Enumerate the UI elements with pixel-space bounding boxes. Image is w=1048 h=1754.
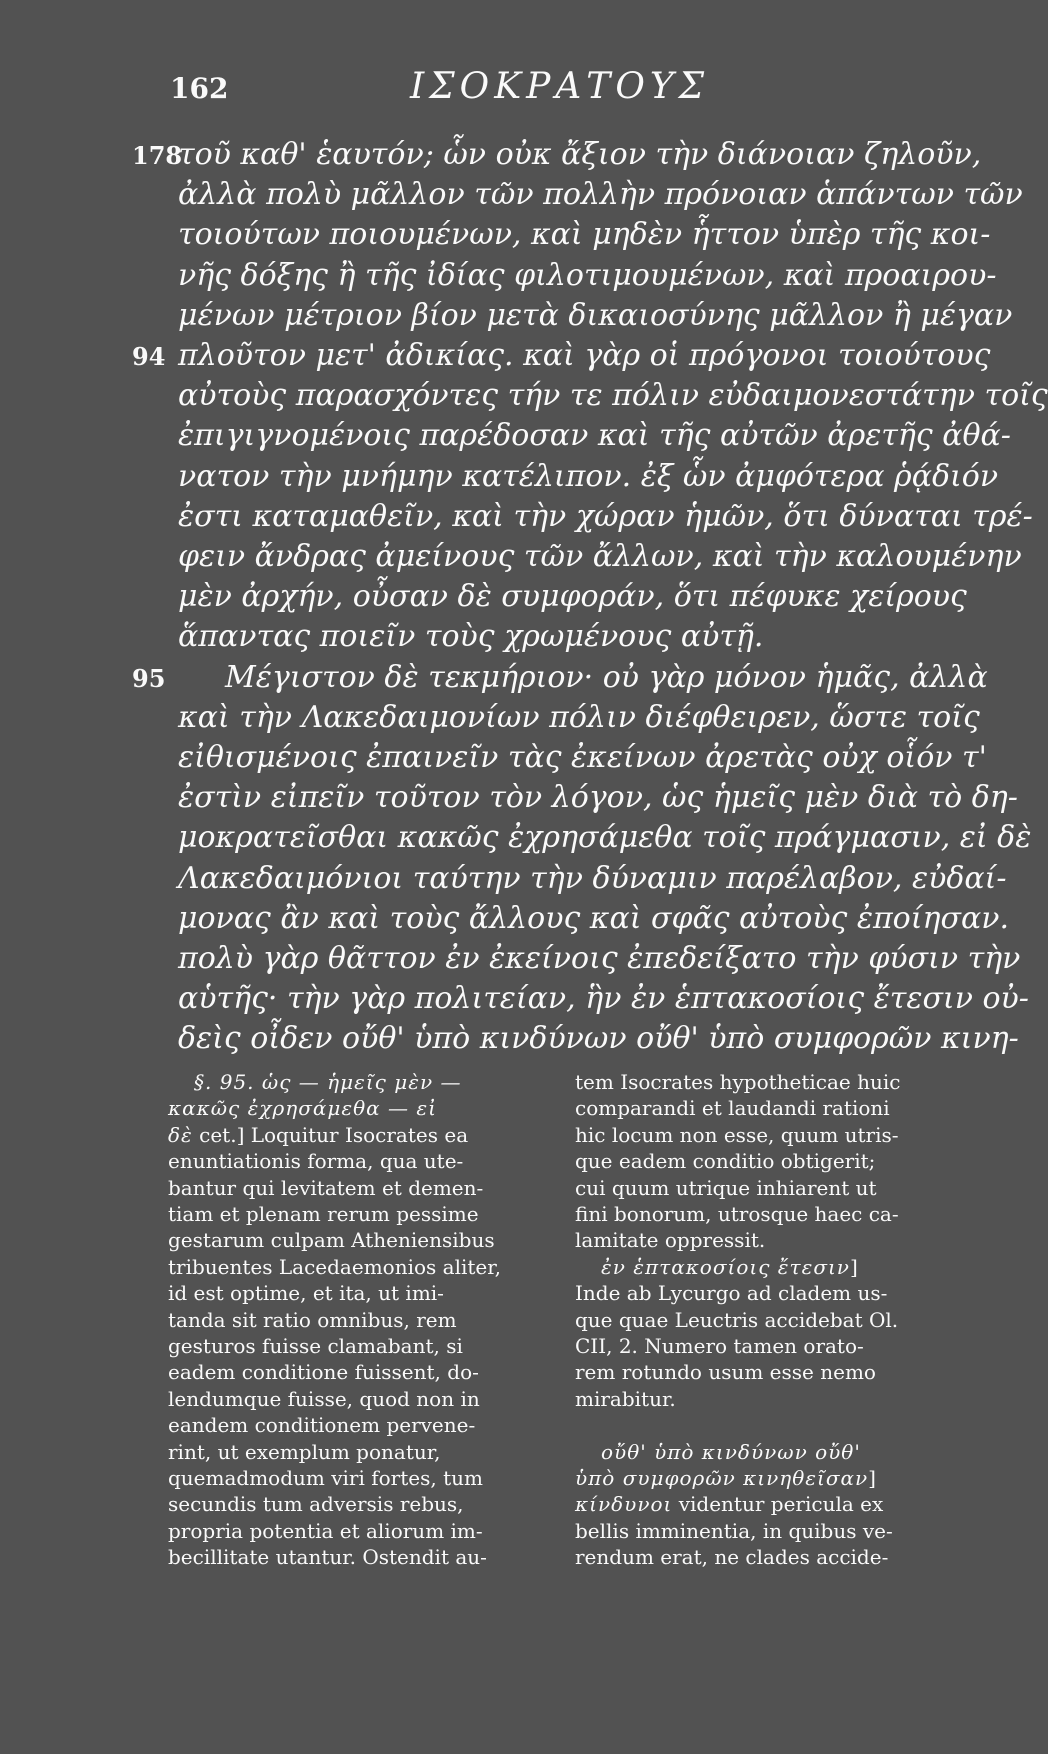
- footnote-text: rendum erat, ne clades accide-: [575, 1545, 889, 1569]
- footnote-line: [168, 1255, 536, 1281]
- footnote-lemma: κίνδυνοι: [575, 1492, 673, 1516]
- footnote-line: [575, 1545, 943, 1571]
- footnote-line: [168, 1334, 536, 1360]
- footnote-text: fini bonorum, utrosque haec ca-: [575, 1202, 899, 1226]
- footnote-lemma: ἐν ἑπτακοσίοις ἔτεσιν: [601, 1255, 850, 1279]
- footnote-text: ]: [849, 1255, 858, 1279]
- text-line: μένων μέτριον βίον μετὰ δικαιοσύνης μᾶλλον ἢ μέγαν: [178, 298, 1013, 333]
- margin-section-number: 95: [132, 664, 166, 693]
- footnote-lemma: δὲ: [168, 1123, 193, 1147]
- footnote-line: [168, 1519, 536, 1545]
- footnote-text: comparandi et laudandi rationi: [575, 1096, 890, 1120]
- footnote-line: [168, 1149, 536, 1175]
- footnote-text: mirabitur.: [575, 1387, 676, 1411]
- footnote-column-left: [168, 1070, 536, 1710]
- footnote-line: [575, 1360, 943, 1386]
- text-line: ἀλλὰ πολὺ μᾶλλον τῶν πολλὴν πρόνοιαν ἁπάντων τῶν: [178, 177, 1023, 212]
- footnote-text: eadem conditione fuissent, do-: [168, 1360, 479, 1384]
- footnote-line: [575, 1096, 943, 1122]
- page-header: [0, 66, 1000, 116]
- footnote-line: [601, 1255, 943, 1281]
- footnote-lemma: ὑπὸ συμφορῶν κινηθεῖσαν: [575, 1466, 869, 1490]
- footnote-text: tanda sit ratio omnibus, rem: [168, 1308, 457, 1332]
- footnote-line: [168, 1308, 536, 1334]
- margin-section-number: 94: [132, 342, 166, 371]
- footnote-line: [168, 1228, 536, 1254]
- footnote-lemma: §. 95. ὡς — ἡμεῖς μὲν —: [194, 1070, 462, 1094]
- text-line: εἰθισμένοις ἐπαινεῖν τὰς ἐκείνων ἀρετὰς οὐχ οἷόν τ': [178, 740, 987, 775]
- text-line: ἐστὶν εἰπεῖν τοῦτον τὸν λόγον, ὡς ἡμεῖς μὲν διὰ τὸ δη-: [178, 780, 1018, 815]
- footnote-text: tem Isocrates hypotheticae huic: [575, 1070, 901, 1094]
- footnote-text: propria potentia et aliorum im-: [168, 1519, 483, 1543]
- footnote-text: eandem conditionem pervene-: [168, 1413, 476, 1437]
- footnote-text: tiam et plenam rerum pessime: [168, 1202, 479, 1226]
- footnote-line: [575, 1466, 943, 1492]
- footnote-text: Inde ab Lycurgo ad cladem us-: [575, 1281, 888, 1305]
- footnote-line: [168, 1492, 536, 1518]
- footnote-line: [575, 1123, 943, 1149]
- footnote-line: [575, 1149, 943, 1175]
- footnote-text: que quae Leuctris accidebat Ol.: [575, 1308, 899, 1332]
- footnote-text: secundis tum adversis rebus,: [168, 1492, 464, 1516]
- footnote-column-right: [575, 1070, 943, 1710]
- footnote-text: lamitate oppressit.: [575, 1228, 766, 1252]
- footnote-line: [168, 1387, 536, 1413]
- footnote-line: [575, 1519, 943, 1545]
- footnote-line: [575, 1387, 943, 1413]
- footnote-text: ]: [868, 1466, 876, 1490]
- footnote-text: lendumque fuisse, quod non in: [168, 1387, 480, 1411]
- footnote-text: tribuentes Lacedaemonios aliter,: [168, 1255, 501, 1279]
- footnote-line: [168, 1545, 536, 1571]
- footnote-line: [168, 1123, 536, 1149]
- footnote-line: [168, 1202, 536, 1228]
- page-number: 162: [170, 72, 229, 105]
- text-line: μὲν ἀρχήν, οὖσαν δὲ συμφοράν, ὅτι πέφυκε χείρους: [178, 579, 967, 614]
- text-line: Μέγιστον δὲ τεκμήριον· οὐ γὰρ μόνον ἡμᾶς, ἀλλὰ: [225, 660, 988, 695]
- text-line: πολὺ γὰρ θᾶττον ἐν ἐκείνοις ἐπεδείξατο τὴν φύσιν τὴν: [178, 941, 1021, 976]
- text-line: μονας ἂν καὶ τοὺς ἄλλους καὶ σφᾶς αὐτοὺς ἐποίησαν.: [178, 901, 1009, 936]
- footnote-line: [575, 1202, 943, 1228]
- footnote-line: [575, 1334, 943, 1360]
- footnote-text: quemadmodum viri fortes, tum: [168, 1466, 483, 1490]
- text-line: τοῦ καθ' ἑαυτόν; ὧν οὐκ ἄξιον τὴν διάνοιαν ζηλοῦν,: [178, 137, 982, 172]
- footnote-line: [575, 1492, 943, 1518]
- footnote-line: [168, 1466, 536, 1492]
- footnote-text: que eadem conditio obtigerit;: [575, 1149, 876, 1173]
- text-line: νῆς δόξης ἢ τῆς ἰδίας φιλοτιμουμένων, καὶ προαιρου-: [178, 258, 997, 293]
- footnotes: [168, 1070, 948, 1710]
- footnote-line: [168, 1281, 536, 1307]
- text-line: δεὶς οἶδεν οὔθ' ὑπὸ κινδύνων οὔθ' ὑπὸ συμφορῶν κινη-: [178, 1021, 1019, 1056]
- text-line: νατον τὴν μνήμην κατέλιπον. ἐξ ὧν ἀμφότερα ῥᾴδιόν: [178, 459, 999, 494]
- text-line: αὐτοὺς παρασχόντες τήν τε πόλιν εὐδαιμονεστάτην τοῖς: [178, 378, 1048, 413]
- footnote-text: hic locum non esse, quum utris-: [575, 1123, 899, 1147]
- text-line: φειν ἄνδρας ἀμείνους τῶν ἄλλων, καὶ τὴν καλουμένην: [178, 539, 1022, 574]
- margin-section-number: 178: [132, 141, 183, 170]
- footnote-text: rint, ut exemplum ponatur,: [168, 1440, 441, 1464]
- footnote-text: cui quum utrique inhiarent ut: [575, 1176, 877, 1200]
- footnote-line: [601, 1440, 943, 1466]
- footnote-line: [575, 1070, 943, 1096]
- text-line: πλοῦτον μετ' ἀδικίας. καὶ γὰρ οἱ πρόγονοι τοιούτους: [178, 338, 991, 373]
- footnote-line: [575, 1228, 943, 1254]
- footnote-text: gesturos fuisse clamabant, si: [168, 1334, 463, 1358]
- footnote-line: [168, 1413, 536, 1439]
- text-line: αὑτῆς· τὴν γὰρ πολιτείαν, ἣν ἐν ἑπτακοσίοις ἔτεσιν οὐ-: [178, 981, 1029, 1016]
- footnote-text: becillitate utantur. Ostendit au-: [168, 1545, 487, 1569]
- footnote-line: [575, 1281, 943, 1307]
- footnote-text: bantur qui levitatem et demen-: [168, 1176, 484, 1200]
- footnote-lemma: κακῶς ἐχρησάμεθα — εἰ: [168, 1096, 437, 1120]
- text-line: Λακεδαιμόνιοι ταύτην τὴν δύναμιν παρέλαβον, εὐδαί-: [178, 861, 1007, 896]
- footnote-text: CII, 2. Numero tamen orato-: [575, 1334, 864, 1358]
- footnote-text: enuntiationis forma, qua ute-: [168, 1149, 464, 1173]
- footnote-text: videntur pericula ex: [672, 1492, 884, 1516]
- footnote-text: id est optime, et ita, ut imi-: [168, 1281, 444, 1305]
- footnote-lemma: οὔθ' ὑπὸ κινδύνων οὔθ': [601, 1440, 861, 1464]
- text-line: τοιούτων ποιουμένων, καὶ μηδὲν ἧττον ὑπὲρ τῆς κοι-: [178, 217, 991, 252]
- footnote-line: [168, 1176, 536, 1202]
- text-line: μοκρατεῖσθαι κακῶς ἐχρησάμεθα τοῖς πράγμασιν, εἰ δὲ: [178, 820, 1032, 855]
- footnote-text: rem rotundo usum esse nemo: [575, 1360, 876, 1384]
- footnote-line: [575, 1308, 943, 1334]
- footnote-line: [168, 1096, 536, 1122]
- footnote-text: bellis imminentia, in quibus ve-: [575, 1519, 893, 1543]
- text-line: ἅπαντας ποιεῖν τοὺς χρωμένους αὐτῇ.: [178, 619, 764, 654]
- footnote-line: [575, 1176, 943, 1202]
- text-line: ἐστι καταμαθεῖν, καὶ τὴν χώραν ἡμῶν, ὅτι δύναται τρέ-: [178, 499, 1033, 534]
- text-line: καὶ τὴν Λακεδαιμονίων πόλιν διέφθειρεν, ὥστε τοῖς: [178, 700, 980, 735]
- footnote-text: gestarum culpam Atheniensibus: [168, 1228, 495, 1252]
- footnote-line: [194, 1070, 536, 1096]
- running-title: ΙΣΟΚΡΑΤΟΥΣ: [410, 66, 710, 107]
- footnote-text: cet.] Loquitur Isocrates ea: [192, 1123, 469, 1147]
- footnote-line: [575, 1413, 943, 1439]
- footnote-line: [168, 1440, 536, 1466]
- text-line: ἐπιγιγνομένοις παρέδοσαν καὶ τῆς αὐτῶν ἀρετῆς ἀθά-: [178, 418, 1011, 453]
- footnote-line: [168, 1360, 536, 1386]
